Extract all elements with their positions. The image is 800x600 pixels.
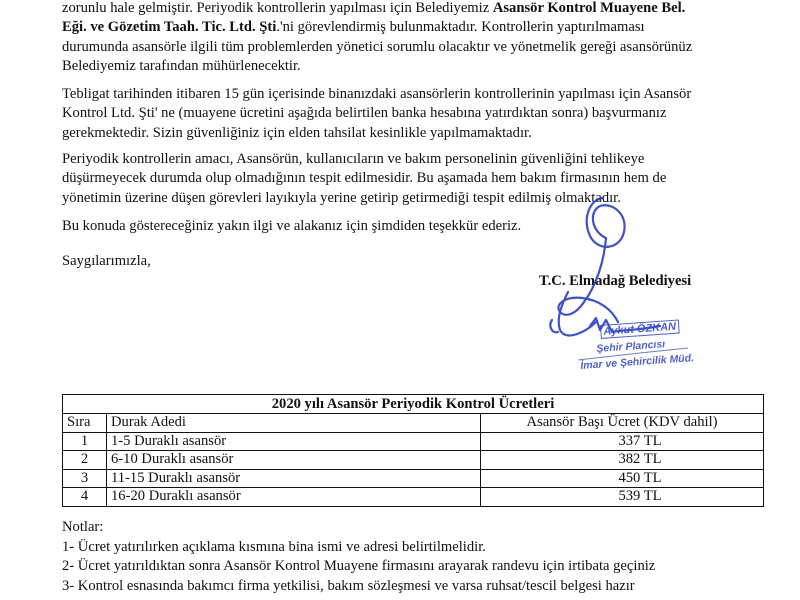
paragraph-thanks [62, 217, 762, 236]
table-row [63, 469, 764, 488]
institution-name: T.C. Elmadağ Belediyesi [539, 273, 692, 289]
stamp-department: İmar ve Şehircilik Müd. [580, 352, 695, 372]
table-title: 2020 yılı Asansör Periyodik Kontrol Ücretleri [63, 395, 764, 414]
paragraph-control-requirement [62, 0, 762, 77]
text-line: Kontrol Ltd. Şti' ne (muayene ücretini aşağıda belirtilen banka hesabına yatırdıktan sonra) başvurmanız [62, 105, 667, 122]
cell-durak: 11-15 Duraklı asansör [107, 469, 481, 488]
table-header-row [63, 414, 764, 433]
paragraph-purpose [62, 150, 762, 208]
note-item: 3- Kontrol esnasında bakımcı firma yetkilisi, bakım sözleşmesi ve varsa ruhsat/tescil belgesi hazır [62, 577, 635, 594]
text-line [62, 18, 762, 37]
paragraph-notification [62, 85, 762, 143]
fee-table [62, 394, 764, 507]
text-span: .'ni görevlendirmiş bulunmaktadır. Kontrollerin yaptırılmaması [276, 19, 645, 36]
stamp-name [600, 321, 679, 338]
cell-sira: 3 [63, 469, 107, 488]
header-ucret: Asansör Başı Ücret (KDV dahil) [481, 414, 764, 433]
note-item: 1- Ücret yatırılırken açıklama kısmına bina ismi ve adresi belirtilmelidir. [62, 538, 486, 555]
cell-durak: 1-5 Duraklı asansör [107, 432, 481, 451]
table-row [63, 488, 764, 507]
cell-ucret: 450 TL [481, 469, 764, 488]
notes-heading: Notlar: [62, 519, 104, 535]
header-durak: Durak Adedi [107, 414, 481, 433]
text-line [62, 0, 762, 18]
cell-ucret: 539 TL [481, 488, 764, 507]
text-line: durumunda asansörle ilgili tüm problemlerden yönetici sorumlu olacaktır ve yönetmelik gereği asansörünüz [62, 38, 693, 55]
text-line: Tebligat tarihinden itibaren 15 gün içerisinde binanızdaki asansörlerin kontrollerinin yapılması için Asansör [62, 86, 692, 102]
text-line: düşürmeyecek durumda olup olmadığının tespit edilmesidir. Bu aşamada hem bakım firmasının hem de [62, 170, 667, 187]
text-line: Periyodik kontrollerin amacı, Asansörün, kullanıcıların ve bakım personelinin güvenliğini tehlikeye [62, 151, 645, 167]
table-row [63, 451, 764, 470]
text-span: zorunlu hale gelmiştir. Periyodik kontrollerin yapılması için Belediyemiz [62, 0, 493, 16]
cell-sira: 4 [63, 488, 107, 507]
stamp-name-box: Aykut ÖZKAN [600, 320, 680, 339]
cell-sira: 2 [63, 451, 107, 470]
text-line: gerekmektedir. Sizin güvenliğiniz için elden tahsilat kesinlikle yapılmamaktadır. [62, 124, 532, 141]
text-line: yönetimin üzerine düşen görevleri layıkıyla yerine getirip getirmediği tespit edilmiş olmaktadır. [62, 189, 621, 206]
cell-durak: 16-20 Duraklı asansör [107, 488, 481, 507]
notes-section [62, 518, 655, 596]
cell-sira: 1 [63, 432, 107, 451]
note-item: 2- Ücret yatırıldıktan sonra Asansör Kontrol Muayene firmasını arayarak randevu için irtibata geçiniz [62, 558, 656, 574]
cell-ucret: 382 TL [481, 451, 764, 470]
cell-ucret: 337 TL [481, 432, 764, 451]
header-sira: Sıra [63, 414, 107, 433]
company-name-bold: Asansör Kontrol Muayene Bel. [492, 0, 686, 16]
company-name-bold: Eği. ve Gözetim Taah. Tic. Ltd. Şti [62, 19, 277, 36]
cell-durak: 6-10 Duraklı asansör [107, 451, 481, 470]
text-line: Belediyemiz tarafından mühürlenecektir. [62, 58, 301, 75]
stamp-title: Şehir Plancısı [596, 338, 666, 355]
table-title-row [63, 395, 764, 414]
table-row [63, 432, 764, 451]
text-line: Bu konuda göstereceğiniz yakın ilgi ve alakanız için şimdiden teşekkür ederiz. [62, 218, 522, 234]
closing-salutation: Saygılarımızla, [62, 253, 151, 269]
